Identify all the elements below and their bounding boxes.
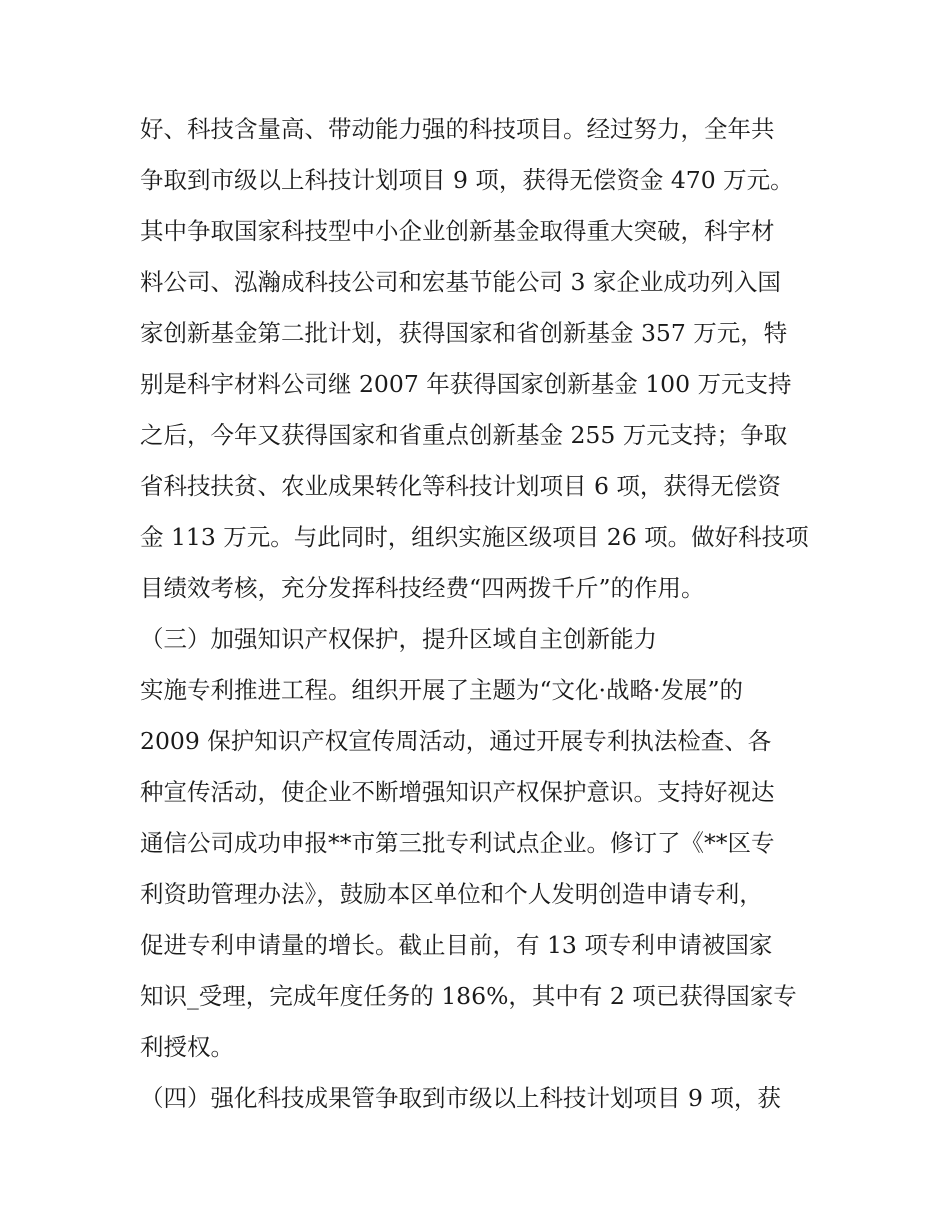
text-line: 之后，今年又获得国家和省重点创新基金 255 万元支持；争取 <box>140 421 788 449</box>
text-line: 好、科技含量高、带动能力强的科技项目。经过努力，全年共 <box>140 115 775 143</box>
text-line: 料公司、泓瀚成科技公司和宏基节能公司 3 家企业成功列入国 <box>140 268 781 296</box>
text-line: 利授权。 <box>140 1033 234 1061</box>
text-line: 实施专利推进工程。组织开展了主题为“文化·战略·发展”的 <box>140 676 743 704</box>
text-line: 利资助管理办法》，鼓励本区单位和个人发明创造申请专利， <box>140 880 763 908</box>
text-line: 促进专利申请量的增长。截止目前，有 13 项专利申请被国家 <box>140 931 773 959</box>
text-line: 知识_受理，完成年度任务的 186%，其中有 2 项已获得国家专 <box>140 982 797 1010</box>
text-line: 种宣传活动，使企业不断增强知识产权保护意识。支持好视达 <box>140 778 775 806</box>
text-line: 别是科宇材料公司继 2007 年获得国家创新基金 100 万元支持 <box>140 370 792 398</box>
body-text <box>140 104 820 1124</box>
text-line: 争取到市级以上科技计划项目 9 项，获得无偿资金 470 万元。 <box>140 166 794 194</box>
text-line: 金 113 万元。与此同时，组织实施区级项目 26 项。做好科技项 <box>140 523 809 551</box>
text-line: 通信公司成功申报**市第三批专利试点企业。修订了《**区专 <box>140 829 775 857</box>
text-line: 其中争取国家科技型中小企业创新基金取得重大突破，科宇材 <box>140 217 775 245</box>
section-heading: （四）强化科技成果管争取到市级以上科技计划项目 9 项，获 <box>140 1084 781 1112</box>
text-line: 家创新基金第二批计划，获得国家和省创新基金 357 万元，特 <box>140 319 788 347</box>
section-heading: （三）加强知识产权保护，提升区域自主创新能力 <box>140 625 657 653</box>
text-line: 省科技扶贫、农业成果转化等科技计划项目 6 项，获得无偿资 <box>140 472 781 500</box>
text-line: 2009 保护知识产权宣传周活动，通过开展专利执法检查、各 <box>140 727 772 755</box>
text-line: 目绩效考核，充分发挥科技经费“四两拨千斤”的作用。 <box>140 574 705 602</box>
